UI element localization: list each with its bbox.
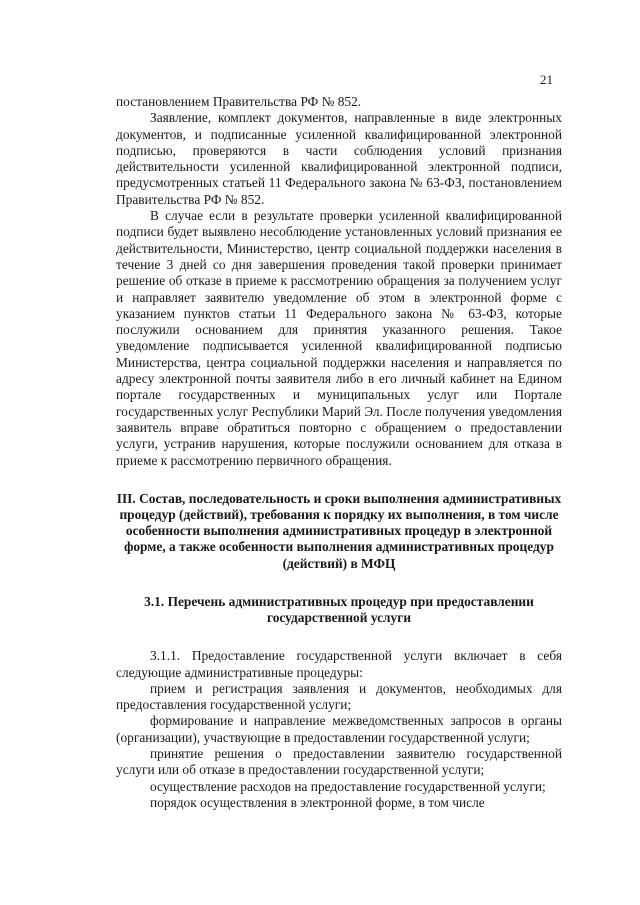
list-intro: 3.1.1. Предоставление государственной услуги включает в себя следующие административные процедуры:: [116, 648, 562, 680]
paragraph-refusal-procedure: В случае если в результате проверки усиленной квалифицированной подписи будет выявлено несоблюдение установленных условий признания ее действительности, Министерство, центр социальной поддержки населения в течение 3 дней со дня завершения проведения такой проверки принимает решение об отказе в приеме к рассмотрению обращения за получением услуг и направляет заявителю уведомление об этом в электронной форме с указанием пунктов статьи 11 Федерального закона № 63-ФЗ, которые послужили основанием для принятия указанного решения. Такое уведомление подписывается усиленной квалифицированной подписью Министерства, центра социальной поддержки населения и направляется по адресу электронной почты заявителя либо в его личный кабинет на Едином портале государственных и муниципальных услуг или Портале государственных услуг Республики Марий Эл. После получения уведомления заявитель вправе обратиться повторно с обращением о предоставлении услуги, устранив нарушения, которые послужили основанием для отказа в приеме к рассмотрению первичного обращения.: [116, 208, 563, 468]
paragraph-signature-check: Заявление, комплект документов, направленные в виде электронных документов, и подписанные усиленной квалифицированной электронной подписью, проверяются в части соблюдения условий признания действительности усиленной квалифицированной электронной подписи, предусмотренных статьей 11 Федерального закона № 63-ФЗ, постановлением Правительства РФ № 852.: [116, 110, 562, 207]
page-number: 21: [540, 72, 553, 87]
list-item: формирование и направление межведомственных запросов в органы (организации), участвующие в предоставлении государственной услуги;: [116, 713, 562, 745]
list-item: прием и регистрация заявления и документов, необходимых для предоставления государственной услуги;: [116, 680, 562, 713]
document-body: [116, 94, 562, 811]
list-item: порядок осуществления в электронной форме, в том числе: [150, 794, 485, 810]
section-heading: III. Состав, последовательность и сроки выполнения административных процедур (действий), требования к порядку их выполнения, в том числе особенности выполнения административных процедур в электронной форме, а также особенности выполнения административных процедур (действий) в МФЦ: [116, 490, 562, 571]
paragraph-continuation: постановлением Правительства РФ № 852.: [116, 94, 362, 109]
subsection-heading: 3.1. Перечень административных процедур при предоставлении государственной услуги: [144, 593, 534, 626]
list-item: осуществление расходов на предоставление государственной услуги;: [150, 778, 546, 794]
list-item: принятие решения о предоставлении заявителю государственной услуги или об отказе в предоставлении государственной услуги;: [116, 746, 562, 778]
